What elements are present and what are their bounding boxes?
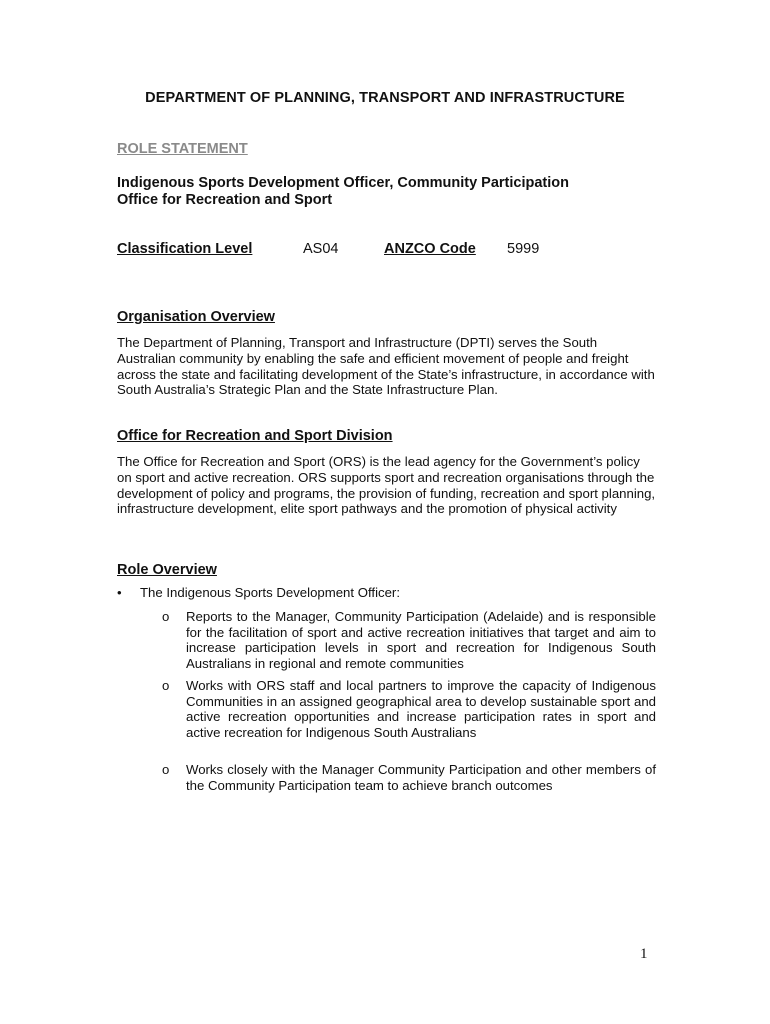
classification-level-label: Classification Level (117, 241, 253, 257)
ors-division-heading: Office for Recreation and Sport Division (117, 428, 393, 444)
anzco-code-label: ANZCO Code (384, 241, 476, 257)
sub-item-marker: o (162, 678, 170, 693)
job-title (117, 175, 657, 209)
organisation-overview-heading: Organisation Overview (117, 309, 275, 325)
page-number: 1 (640, 946, 648, 962)
anzco-code-value: 5999 (507, 241, 540, 257)
job-title-line-1: Indigenous Sports Development Officer, Community Participation (117, 175, 569, 191)
sub-item-text: Works closely with the Manager Community Participation and other members of the Community Participation team to achieve branch outcomes (186, 762, 656, 793)
sub-item-marker: o (162, 762, 170, 777)
sub-item-marker: o (162, 609, 170, 624)
ors-division-body: The Office for Recreation and Sport (ORS) is the lead agency for the Government’s policy on sport and active recreation. ORS supports sport and recreation organisations through the development of policy and programs, the provision of funding, recreation and sport planning, infrastructure development, elite sport pathways and the promotion of physical activity (117, 454, 656, 517)
sub-item-text: Works with ORS staff and local partners to improve the capacity of Indigenous Communities in an assigned geographical area to develop sustainable sport and active recreation opportunities and increase participation rates in sport and active recreation for Indigenous South Australians (186, 678, 656, 740)
classification-level-value: AS04 (303, 241, 339, 257)
role-statement-label: ROLE STATEMENT (117, 141, 248, 157)
sub-item-text: Reports to the Manager, Community Participation (Adelaide) and is responsible for the facilitation of sport and active recreation initiatives that target and aim to increase participation levels in sport and recreation for Indigenous South Australians in regional and remote communities (186, 609, 656, 671)
department-title: DEPARTMENT OF PLANNING, TRANSPORT AND INFRASTRUCTURE (145, 90, 625, 106)
bullet-text: The Indigenous Sports Development Officer: (140, 585, 400, 600)
job-title-line-2: Office for Recreation and Sport (117, 192, 333, 208)
organisation-overview-body: The Department of Planning, Transport and Infrastructure (DPTI) serves the South Australian community by enabling the safe and efficient movement of people and freight across the state and facilitating development of the State’s infrastructure, in accordance with South Australia’s Strategic Plan and the State Infrastructure Plan. (117, 335, 655, 398)
classification-row (117, 241, 657, 261)
bullet-marker: • (117, 585, 122, 600)
role-overview-heading: Role Overview (117, 562, 217, 578)
